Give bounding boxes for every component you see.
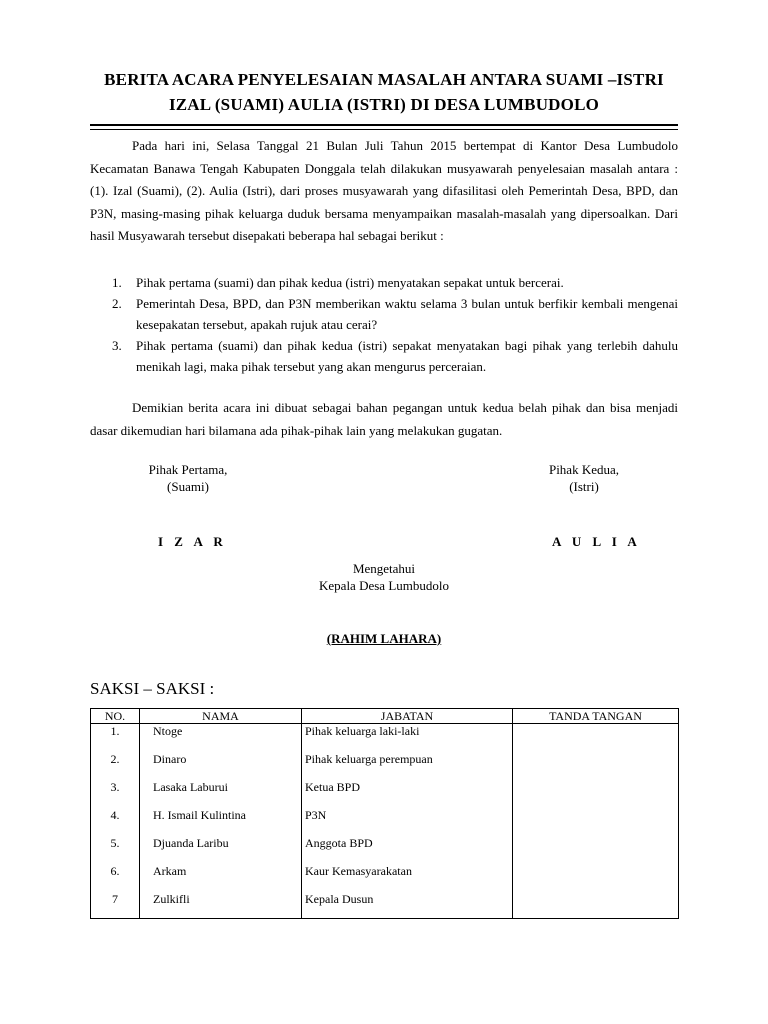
agreement-text: Pihak pertama (suami) dan pihak kedua (istri) menyatakan sepakat untuk bercerai. [136, 275, 564, 290]
header-jabatan: JABATAN [302, 709, 513, 724]
cell-jabatan: Kaur Kemasyarakatan [302, 864, 513, 892]
cell-no: 6. [91, 864, 140, 892]
agreement-text: Pihak pertama (suami) dan pihak kedua (istri) sepakat menyatakan bagi pihak yang terlebih dahulu menikah lagi, maka pihak tersebut yang akan mengurus perceraian. [136, 338, 678, 374]
agreement-number: 3. [112, 338, 122, 353]
header-no: NO. [91, 709, 140, 724]
document-title-line2: IZAL (SUAMI) AULIA (ISTRI) DI DESA LUMBUDOLO [168, 95, 600, 114]
table-row [91, 724, 679, 753]
first-party-name: I Z A R [158, 534, 227, 549]
cell-nama: Zulkifli [140, 892, 302, 919]
cell-no: 5. [91, 836, 140, 864]
cell-jabatan: Pihak keluarga laki-laki [302, 724, 513, 753]
table-row [91, 808, 679, 836]
signature-block-first-party [113, 461, 263, 495]
second-party-role: Pihak Kedua, [548, 462, 620, 477]
first-party-sub: (Suami) [167, 479, 209, 494]
table-row [91, 780, 679, 808]
agreement-number: 2. [112, 296, 122, 311]
title-rule-thin [90, 129, 678, 130]
table-row [91, 836, 679, 864]
agreement-item [90, 335, 678, 377]
document-title-line1: BERITA ACARA PENYELESAIAN MASALAH ANTARA SUAMI –ISTRI [104, 70, 664, 89]
cell-no: 7 [91, 892, 140, 919]
table-row [91, 752, 679, 780]
village-head-name: (RAHIM LAHARA) [326, 631, 442, 646]
cell-jabatan: Kepala Dusun [302, 892, 513, 919]
cell-nama: Lasaka Laburui [140, 780, 302, 808]
cell-jabatan: P3N [302, 808, 513, 836]
intro-paragraph: Pada hari ini, Selasa Tanggal 21 Bulan Juli Tahun 2015 bertempat di Kantor Desa Lumbudolo Kecamatan Banawa Tengah Kabupaten Donggala telah dilakukan musyawarah penyelesaian masalah antara : (1). Izal (Suami), (2). Aulia (Istri), dari proses musyawarah yang difasilitasi oleh Pemerintah Desa, BPD, dan P3N, masing-masing pihak keluarga duduk bersama menyampaikan masalah-masalah yang dipersoalkan. Dari hasil Musyawarah tersebut disepakati beberapa hal sebagai berikut : [90, 138, 678, 244]
table-row [91, 892, 679, 919]
agreement-item [90, 293, 678, 335]
cell-no: 2. [91, 752, 140, 780]
cell-signature [513, 724, 679, 753]
table-header-row [91, 709, 679, 724]
cell-signature [513, 864, 679, 892]
agreement-item [90, 272, 678, 293]
cell-nama: Djuanda Laribu [140, 836, 302, 864]
village-head-title: Kepala Desa Lumbudolo [319, 578, 449, 593]
signature-block-second-party [509, 461, 659, 495]
cell-signature [513, 808, 679, 836]
second-party-name: A U L I A [552, 534, 641, 549]
agreement-list [90, 272, 678, 377]
cell-nama: Ntoge [140, 724, 302, 753]
witnesses-title: SAKSI – SAKSI : [90, 679, 215, 698]
acknowledgement-block [0, 560, 768, 594]
first-party-role: Pihak Pertama, [148, 462, 228, 477]
table-row [91, 864, 679, 892]
agreement-text: Pemerintah Desa, BPD, dan P3N memberikan waktu selama 3 bulan untuk berfikir kembali mengenai kesepakatan tersebut, apakah rujuk atau cerai? [136, 296, 678, 332]
cell-jabatan: Anggota BPD [302, 836, 513, 864]
agreement-number: 1. [112, 275, 122, 290]
cell-nama: H. Ismail Kulintina [140, 808, 302, 836]
witnesses-table [90, 708, 679, 919]
cell-jabatan: Ketua BPD [302, 780, 513, 808]
acknowledge-label: Mengetahui [352, 561, 416, 576]
cell-no: 1. [91, 724, 140, 753]
cell-signature [513, 836, 679, 864]
cell-no: 4. [91, 808, 140, 836]
cell-signature [513, 752, 679, 780]
cell-signature [513, 780, 679, 808]
cell-nama: Dinaro [140, 752, 302, 780]
header-tanda-tangan: TANDA TANGAN [513, 709, 679, 724]
cell-nama: Arkam [140, 864, 302, 892]
cell-jabatan: Pihak keluarga perempuan [302, 752, 513, 780]
closing-paragraph: Demikian berita acara ini dibuat sebagai bahan pegangan untuk kedua belah pihak dan bisa menjadi dasar dikemudian hari bilamana ada pihak-pihak lain yang melakukan gugatan. [90, 400, 678, 438]
header-nama: NAMA [140, 709, 302, 724]
title-rule-thick [90, 124, 678, 126]
second-party-sub: (Istri) [569, 479, 599, 494]
cell-no: 3. [91, 780, 140, 808]
cell-signature [513, 892, 679, 919]
